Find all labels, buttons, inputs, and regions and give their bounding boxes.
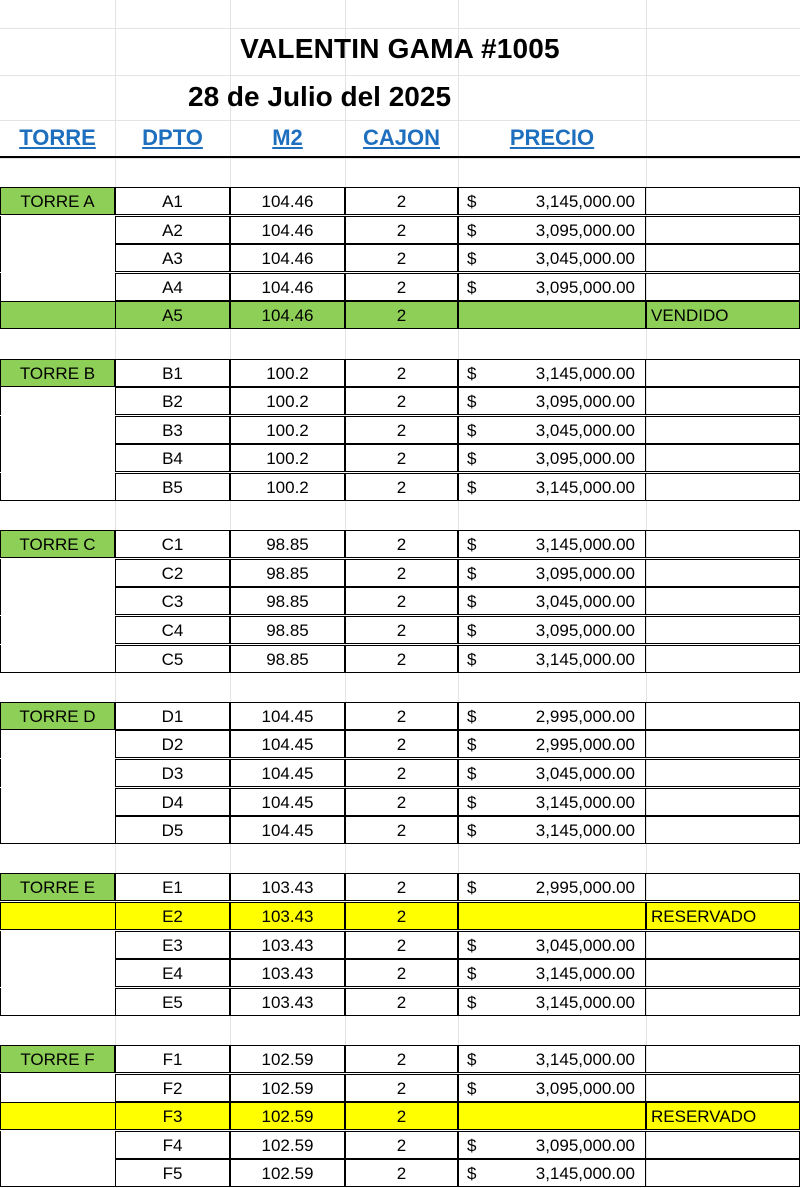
dpto-cell[interactable]: C1	[115, 530, 230, 558]
torre-label[interactable]: TORRE A	[0, 187, 115, 215]
column-header-precio[interactable]: PRECIO	[509, 125, 595, 150]
status-cell[interactable]	[646, 788, 800, 816]
m2-cell[interactable]: 104.45	[230, 788, 345, 816]
page-date: 28 de Julio del 2025	[188, 81, 452, 112]
cajon-cell[interactable]: 2	[345, 187, 458, 215]
torre-cell[interactable]	[0, 1102, 115, 1130]
price-value: 3,145,000.00	[535, 478, 635, 497]
precio-cell[interactable]	[458, 187, 646, 215]
precio-cell[interactable]	[458, 816, 646, 844]
torre-cell[interactable]	[0, 959, 115, 987]
dpto-cell[interactable]: F2	[115, 1074, 230, 1102]
currency-symbol: $	[467, 793, 477, 812]
m2-cell[interactable]: 100.2	[230, 387, 345, 415]
precio-cell[interactable]	[458, 1159, 646, 1187]
currency-symbol: $	[467, 478, 477, 497]
grid-row-line	[0, 120, 800, 121]
grid-row-line	[0, 158, 800, 159]
m2-cell[interactable]: 104.46	[230, 301, 345, 329]
torre-label[interactable]: TORRE E	[0, 873, 115, 901]
status-cell[interactable]	[646, 387, 800, 415]
cajon-cell[interactable]: 2	[345, 473, 458, 501]
price-value: 3,145,000.00	[535, 793, 635, 812]
torre-cell[interactable]	[0, 1131, 115, 1159]
status-cell[interactable]: RESERVADO	[646, 902, 800, 930]
m2-cell[interactable]: 100.2	[230, 473, 345, 501]
cajon-cell[interactable]: 2	[345, 244, 458, 272]
precio-cell[interactable]	[458, 1045, 646, 1073]
dpto-cell[interactable]: F5	[115, 1159, 230, 1187]
dpto-cell[interactable]: B4	[115, 444, 230, 472]
currency-symbol: $	[467, 449, 477, 468]
torre-label[interactable]: TORRE C	[0, 530, 115, 558]
price-value: 3,145,000.00	[535, 192, 635, 211]
dpto-cell[interactable]: C3	[115, 587, 230, 615]
m2-cell[interactable]: 98.85	[230, 645, 345, 673]
price-value: 3,145,000.00	[535, 993, 635, 1012]
cajon-cell[interactable]: 2	[345, 1102, 458, 1130]
cajon-cell[interactable]: 2	[345, 1074, 458, 1102]
torre-cell[interactable]	[0, 616, 115, 644]
price-value: 3,145,000.00	[535, 964, 635, 983]
price-value: 3,095,000.00	[535, 221, 635, 240]
dpto-cell[interactable]: E1	[115, 873, 230, 901]
dpto-cell[interactable]: E2	[115, 902, 230, 930]
precio-cell[interactable]	[458, 273, 646, 301]
m2-cell[interactable]: 98.85	[230, 559, 345, 587]
cajon-cell[interactable]: 2	[345, 702, 458, 730]
precio-cell[interactable]	[458, 387, 646, 415]
currency-symbol: $	[467, 1050, 477, 1069]
currency-symbol: $	[467, 392, 477, 411]
precio-cell[interactable]	[458, 959, 646, 987]
status-cell[interactable]	[646, 216, 800, 244]
price-value: 3,045,000.00	[535, 249, 635, 268]
price-value: 3,145,000.00	[535, 821, 635, 840]
m2-cell[interactable]: 102.59	[230, 1131, 345, 1159]
status-cell[interactable]	[646, 988, 800, 1016]
dpto-cell[interactable]: D5	[115, 816, 230, 844]
currency-symbol: $	[467, 621, 477, 640]
precio-cell[interactable]	[458, 1074, 646, 1102]
m2-cell[interactable]: 104.46	[230, 187, 345, 215]
currency-symbol: $	[467, 1136, 477, 1155]
torre-cell[interactable]	[0, 444, 115, 472]
precio-cell[interactable]	[458, 416, 646, 444]
status-cell[interactable]	[646, 730, 800, 758]
column-header-m2[interactable]: M2	[272, 125, 303, 150]
cajon-cell[interactable]: 2	[345, 301, 458, 329]
precio-cell[interactable]	[458, 301, 646, 329]
m2-cell[interactable]: 103.43	[230, 931, 345, 959]
m2-cell[interactable]: 104.45	[230, 702, 345, 730]
status-cell[interactable]	[646, 473, 800, 501]
currency-symbol: $	[467, 1079, 477, 1098]
currency-symbol: $	[467, 764, 477, 783]
status-cell[interactable]	[646, 359, 800, 387]
dpto-cell[interactable]: B3	[115, 416, 230, 444]
precio-cell[interactable]	[458, 444, 646, 472]
cajon-cell[interactable]: 2	[345, 216, 458, 244]
currency-symbol: $	[467, 964, 477, 983]
price-value: 3,095,000.00	[535, 621, 635, 640]
price-value: 3,145,000.00	[535, 1050, 635, 1069]
status-cell[interactable]	[646, 559, 800, 587]
dpto-cell[interactable]: F4	[115, 1131, 230, 1159]
cajon-cell[interactable]: 2	[345, 559, 458, 587]
cajon-cell[interactable]: 2	[345, 1131, 458, 1159]
status-cell[interactable]: VENDIDO	[646, 301, 800, 329]
status-cell[interactable]	[646, 273, 800, 301]
cajon-cell[interactable]: 2	[345, 959, 458, 987]
currency-symbol: $	[467, 249, 477, 268]
column-header-cajon[interactable]: CAJON	[362, 125, 440, 150]
cajon-cell[interactable]: 2	[345, 530, 458, 558]
cajon-cell[interactable]: 2	[345, 902, 458, 930]
cajon-cell[interactable]: 2	[345, 788, 458, 816]
cajon-cell[interactable]: 2	[345, 645, 458, 673]
status-cell[interactable]	[646, 1131, 800, 1159]
dpto-cell[interactable]: A4	[115, 273, 230, 301]
status-cell[interactable]	[646, 931, 800, 959]
torre-cell[interactable]	[0, 788, 115, 816]
cajon-cell[interactable]: 2	[345, 359, 458, 387]
status-cell[interactable]	[646, 873, 800, 901]
status-cell[interactable]	[646, 816, 800, 844]
torre-cell[interactable]	[0, 1074, 115, 1102]
dpto-cell[interactable]: D4	[115, 788, 230, 816]
price-value: 3,145,000.00	[535, 364, 635, 383]
dpto-cell[interactable]: B2	[115, 387, 230, 415]
cajon-cell[interactable]: 2	[345, 759, 458, 787]
currency-symbol: $	[467, 993, 477, 1012]
m2-cell[interactable]: 98.85	[230, 587, 345, 615]
m2-cell[interactable]: 104.46	[230, 244, 345, 272]
m2-cell[interactable]: 103.43	[230, 902, 345, 930]
precio-cell[interactable]	[458, 530, 646, 558]
column-header-torre[interactable]: TORRE	[19, 125, 96, 150]
dpto-cell[interactable]: C5	[115, 645, 230, 673]
torre-cell[interactable]	[0, 387, 115, 415]
dpto-cell[interactable]: A5	[115, 301, 230, 329]
precio-cell[interactable]	[458, 244, 646, 272]
currency-symbol: $	[467, 221, 477, 240]
currency-symbol: $	[467, 1164, 477, 1183]
torre-cell[interactable]	[0, 730, 115, 758]
dpto-cell[interactable]: A3	[115, 244, 230, 272]
price-value: 3,095,000.00	[535, 392, 635, 411]
torre-cell[interactable]	[0, 559, 115, 587]
dpto-cell[interactable]: D2	[115, 730, 230, 758]
torre-cell[interactable]	[0, 473, 115, 501]
precio-cell[interactable]	[458, 931, 646, 959]
status-cell[interactable]	[646, 759, 800, 787]
m2-cell[interactable]: 104.46	[230, 216, 345, 244]
m2-cell[interactable]: 102.59	[230, 1159, 345, 1187]
page-title: VALENTIN GAMA #1005	[240, 33, 560, 64]
m2-cell[interactable]: 104.45	[230, 730, 345, 758]
m2-cell[interactable]: 104.46	[230, 273, 345, 301]
price-value: 3,095,000.00	[535, 449, 635, 468]
precio-cell[interactable]	[458, 873, 646, 901]
price-value: 3,145,000.00	[535, 535, 635, 554]
grid-row-line	[0, 28, 800, 29]
currency-symbol: $	[467, 707, 477, 726]
dpto-cell[interactable]: F1	[115, 1045, 230, 1073]
status-cell[interactable]	[646, 530, 800, 558]
cajon-cell[interactable]: 2	[345, 387, 458, 415]
torre-cell[interactable]	[0, 216, 115, 244]
dpto-cell[interactable]: A2	[115, 216, 230, 244]
price-value: 3,145,000.00	[535, 650, 635, 669]
torre-label[interactable]: TORRE D	[0, 702, 115, 730]
cajon-cell[interactable]: 2	[345, 730, 458, 758]
cajon-cell[interactable]: 2	[345, 416, 458, 444]
status-cell[interactable]	[646, 645, 800, 673]
precio-cell[interactable]	[458, 902, 646, 930]
m2-cell[interactable]: 103.43	[230, 959, 345, 987]
precio-cell[interactable]	[458, 216, 646, 244]
currency-symbol: $	[467, 821, 477, 840]
m2-cell[interactable]: 98.85	[230, 530, 345, 558]
torre-cell[interactable]	[0, 759, 115, 787]
currency-symbol: $	[467, 535, 477, 554]
dpto-cell[interactable]: E3	[115, 931, 230, 959]
price-value: 3,095,000.00	[535, 564, 635, 583]
status-cell[interactable]	[646, 1045, 800, 1073]
status-cell[interactable]	[646, 1159, 800, 1187]
torre-cell[interactable]	[0, 816, 115, 844]
header-divider	[0, 156, 800, 158]
cajon-cell[interactable]: 2	[345, 816, 458, 844]
price-value: 3,045,000.00	[535, 936, 635, 955]
m2-cell[interactable]: 104.45	[230, 759, 345, 787]
m2-cell[interactable]: 102.59	[230, 1102, 345, 1130]
dpto-cell[interactable]: D3	[115, 759, 230, 787]
m2-cell[interactable]: 102.59	[230, 1074, 345, 1102]
price-value: 2,995,000.00	[535, 878, 635, 897]
torre-cell[interactable]	[0, 931, 115, 959]
status-cell[interactable]: RESERVADO	[646, 1102, 800, 1130]
status-cell[interactable]	[646, 416, 800, 444]
price-value: 3,145,000.00	[535, 1164, 635, 1183]
column-header-dpto[interactable]: DPTO	[142, 125, 203, 150]
price-value: 3,095,000.00	[535, 278, 635, 297]
status-cell[interactable]	[646, 702, 800, 730]
m2-cell[interactable]: 102.59	[230, 1045, 345, 1073]
currency-symbol: $	[467, 735, 477, 754]
status-cell[interactable]	[646, 616, 800, 644]
precio-cell[interactable]	[458, 1131, 646, 1159]
m2-cell[interactable]: 100.2	[230, 444, 345, 472]
currency-symbol: $	[467, 278, 477, 297]
precio-cell[interactable]	[458, 645, 646, 673]
cajon-cell[interactable]: 2	[345, 931, 458, 959]
precio-cell[interactable]	[458, 616, 646, 644]
precio-cell[interactable]	[458, 559, 646, 587]
precio-cell[interactable]	[458, 788, 646, 816]
status-cell[interactable]	[646, 1074, 800, 1102]
cajon-cell[interactable]: 2	[345, 1159, 458, 1187]
precio-cell[interactable]	[458, 587, 646, 615]
price-value: 3,095,000.00	[535, 1079, 635, 1098]
torre-cell[interactable]	[0, 587, 115, 615]
precio-cell[interactable]	[458, 730, 646, 758]
torre-cell[interactable]	[0, 902, 115, 930]
m2-cell[interactable]: 98.85	[230, 616, 345, 644]
status-cell[interactable]	[646, 444, 800, 472]
precio-cell[interactable]	[458, 473, 646, 501]
torre-cell[interactable]	[0, 244, 115, 272]
torre-cell[interactable]	[0, 1159, 115, 1187]
price-value: 3,045,000.00	[535, 592, 635, 611]
torre-label[interactable]: TORRE B	[0, 359, 115, 387]
cajon-cell[interactable]: 2	[345, 988, 458, 1016]
dpto-cell[interactable]: C4	[115, 616, 230, 644]
currency-symbol: $	[467, 592, 477, 611]
precio-cell[interactable]	[458, 702, 646, 730]
currency-symbol: $	[467, 364, 477, 383]
dpto-cell[interactable]: E5	[115, 988, 230, 1016]
dpto-cell[interactable]: F3	[115, 1102, 230, 1130]
cajon-cell[interactable]: 2	[345, 273, 458, 301]
status-cell[interactable]	[646, 187, 800, 215]
cajon-cell[interactable]: 2	[345, 873, 458, 901]
price-value: 3,095,000.00	[535, 1136, 635, 1155]
dpto-cell[interactable]: E4	[115, 959, 230, 987]
currency-symbol: $	[467, 878, 477, 897]
m2-cell[interactable]: 100.2	[230, 416, 345, 444]
currency-symbol: $	[467, 564, 477, 583]
torre-cell[interactable]	[0, 645, 115, 673]
price-value: 3,045,000.00	[535, 764, 635, 783]
cajon-cell[interactable]: 2	[345, 616, 458, 644]
cajon-cell[interactable]: 2	[345, 1045, 458, 1073]
precio-cell[interactable]	[458, 359, 646, 387]
status-cell[interactable]	[646, 244, 800, 272]
torre-cell[interactable]	[0, 988, 115, 1016]
currency-symbol: $	[467, 650, 477, 669]
grid-row-line	[0, 75, 800, 76]
cajon-cell[interactable]: 2	[345, 444, 458, 472]
torre-cell[interactable]	[0, 273, 115, 301]
currency-symbol: $	[467, 192, 477, 211]
precio-cell[interactable]	[458, 759, 646, 787]
m2-cell[interactable]: 103.43	[230, 873, 345, 901]
precio-cell[interactable]	[458, 988, 646, 1016]
dpto-cell[interactable]: A1	[115, 187, 230, 215]
dpto-cell[interactable]: C2	[115, 559, 230, 587]
m2-cell[interactable]: 103.43	[230, 988, 345, 1016]
dpto-cell[interactable]: D1	[115, 702, 230, 730]
dpto-cell[interactable]: B1	[115, 359, 230, 387]
torre-cell[interactable]	[0, 301, 115, 329]
m2-cell[interactable]: 100.2	[230, 359, 345, 387]
price-value: 2,995,000.00	[535, 735, 635, 754]
status-cell[interactable]	[646, 587, 800, 615]
currency-symbol: $	[467, 421, 477, 440]
price-value: 2,995,000.00	[535, 707, 635, 726]
torre-cell[interactable]	[0, 416, 115, 444]
status-cell[interactable]	[646, 959, 800, 987]
price-value: 3,045,000.00	[535, 421, 635, 440]
dpto-cell[interactable]: B5	[115, 473, 230, 501]
precio-cell[interactable]	[458, 1102, 646, 1130]
cajon-cell[interactable]: 2	[345, 587, 458, 615]
currency-symbol: $	[467, 936, 477, 955]
m2-cell[interactable]: 104.45	[230, 816, 345, 844]
torre-label[interactable]: TORRE F	[0, 1045, 115, 1073]
